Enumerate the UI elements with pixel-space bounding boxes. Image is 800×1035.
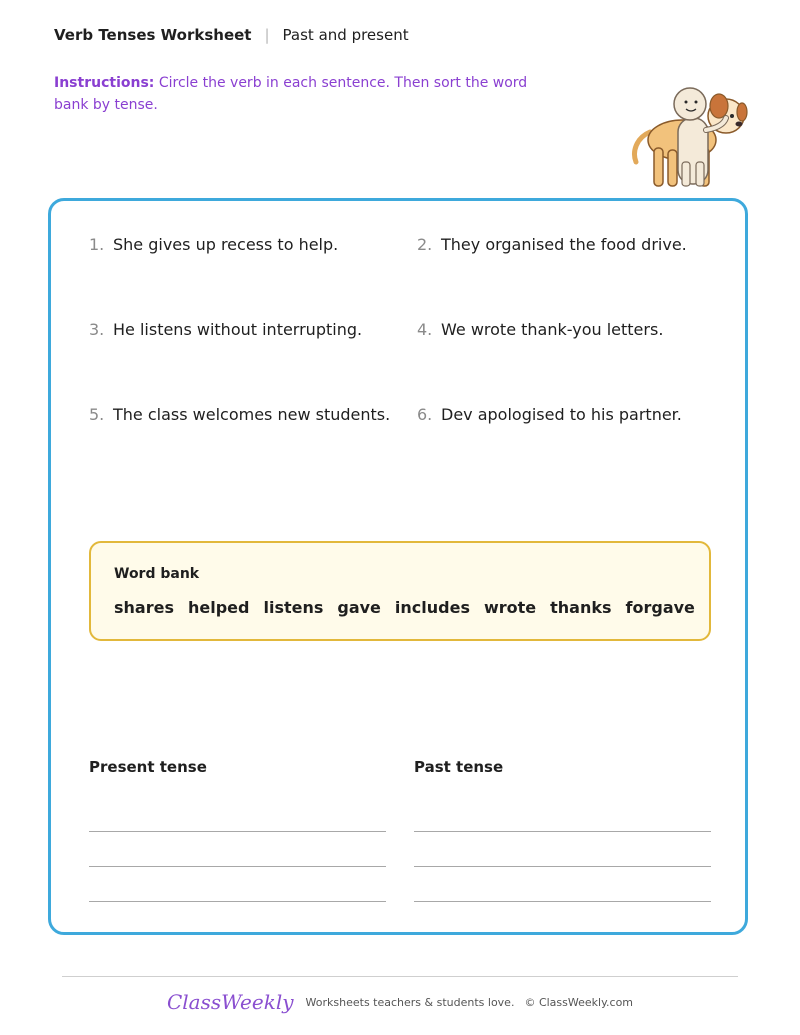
footer-divider bbox=[62, 976, 738, 977]
word-bank-title: Word bank bbox=[114, 566, 200, 582]
past-tense-heading: Past tense bbox=[414, 758, 504, 776]
sentence-number: 3. bbox=[89, 320, 105, 339]
word-bank-word: thanks bbox=[550, 598, 612, 617]
brand-logo: ClassWeekly bbox=[166, 990, 294, 1014]
word-bank-word: gave bbox=[337, 598, 381, 617]
present-answer-line[interactable] bbox=[89, 901, 386, 902]
sentence-text: Dev apologised to his partner. bbox=[441, 405, 682, 424]
worksheet-subtitle: Past and present bbox=[282, 26, 409, 44]
sentence-item bbox=[417, 320, 663, 339]
instructions bbox=[54, 72, 554, 116]
child-hugging-dog-illustration bbox=[626, 82, 750, 194]
footer-tagline: Worksheets teachers & students love. bbox=[305, 995, 515, 1009]
word-bank-word: shares bbox=[114, 598, 174, 617]
present-tense-heading: Present tense bbox=[89, 758, 207, 776]
word-bank-words bbox=[114, 598, 709, 617]
footer bbox=[0, 990, 800, 1014]
sentence-item bbox=[89, 235, 338, 254]
past-answer-line[interactable] bbox=[414, 901, 711, 902]
sentence-number: 2. bbox=[417, 235, 433, 254]
present-answer-line[interactable] bbox=[89, 866, 386, 867]
instructions-text: Circle the verb in each sentence. Then sort the word bank by tense. bbox=[54, 75, 528, 113]
sentence-item bbox=[89, 405, 390, 424]
sentence-text: He listens without interrupting. bbox=[113, 320, 363, 339]
sentence-item bbox=[417, 405, 682, 424]
word-bank bbox=[89, 541, 711, 641]
sentence-text: She gives up recess to help. bbox=[113, 235, 339, 254]
sentence-text: The class welcomes new students. bbox=[113, 405, 391, 424]
sentence-number: 1. bbox=[89, 235, 105, 254]
sentence-number: 5. bbox=[89, 405, 105, 424]
header-separator: | bbox=[264, 26, 270, 44]
sentence-text: They organised the food drive. bbox=[441, 235, 687, 254]
sentence-text: We wrote thank-you letters. bbox=[441, 320, 664, 339]
present-answer-line[interactable] bbox=[89, 831, 386, 832]
worksheet-header bbox=[54, 26, 409, 44]
word-bank-word: includes bbox=[394, 598, 470, 617]
footer-copyright: © ClassWeekly.com bbox=[524, 995, 634, 1009]
worksheet-title: Verb Tenses Worksheet bbox=[54, 26, 252, 44]
word-bank-word: forgave bbox=[625, 598, 695, 617]
word-bank-word: wrote bbox=[483, 598, 537, 617]
past-answer-line[interactable] bbox=[414, 866, 711, 867]
word-bank-word: helped bbox=[187, 598, 250, 617]
sentence-item bbox=[89, 320, 362, 339]
past-answer-line[interactable] bbox=[414, 831, 711, 832]
sentence-number: 6. bbox=[417, 405, 433, 424]
sentence-number: 4. bbox=[417, 320, 433, 339]
word-bank-word: listens bbox=[263, 598, 324, 617]
instructions-label: Instructions: bbox=[54, 75, 155, 91]
sentence-item bbox=[417, 235, 687, 254]
